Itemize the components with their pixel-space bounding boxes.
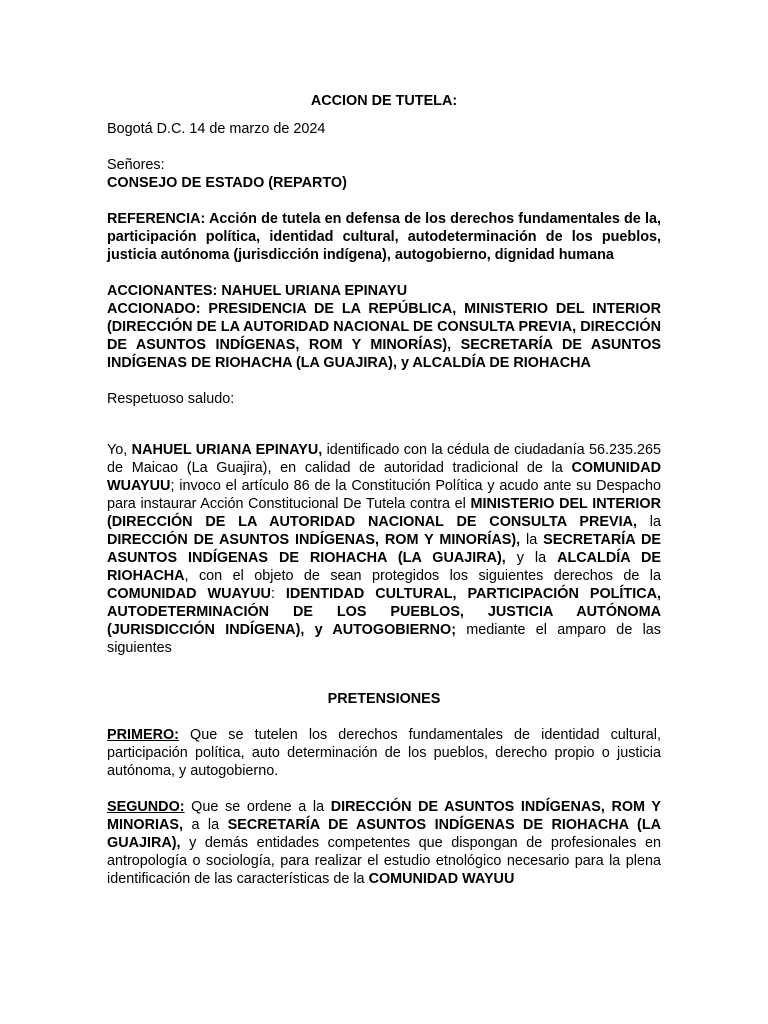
place-date: Bogotá D.C. 14 de marzo de 2024 <box>107 121 326 137</box>
greeting: Respetuoso saludo: <box>107 391 235 407</box>
primero-label: PRIMERO: <box>107 727 179 743</box>
main-body-paragraph: Yo, NAHUEL URIANA EPINAYU, identificado con la cédula de ciudadanía 56.235.265 de Maicao (La Guajira), en calidad de autoridad tradicional de la COMUNIDAD WUAYUU; invoco el artículo 86 de la Constitución Política y acudo ante su Despacho para instaurar Acción Constitucional De Tutela contra el MINISTERIO DEL INTERIOR (DIRECCIÓN DE LA AUTORIDAD NACIONAL DE CONSULTA PREVIA, la DIRECCIÓN DE ASUNTOS INDÍGENAS, ROM Y MINORÍAS), la SECRETARÍA DE ASUNTOS INDÍGENAS DE RIOHACHA (LA GUAJIRA), y la ALCALDÍA DE RIOHACHA, con el objeto de sean protegidos los siguientes derechos de la COMUNIDAD WUAYUU: IDENTIDAD CULTURAL, PARTICIPACIÓN POLÍTICA, AUTODETERMINACIÓN DE LOS PUEBLOS, JUSTICIA AUTÓNOMA (JURISDICCIÓN INDÍGENA), y AUTOGOBIERNO; mediante el amparo de las siguientes <box>107 442 662 656</box>
document-body <box>107 92 661 888</box>
accionantes-line: ACCIONANTES: NAHUEL URIANA EPINAYU <box>107 283 408 299</box>
addressee: CONSEJO DE ESTADO (REPARTO) <box>107 175 347 191</box>
segundo-label: SEGUNDO: <box>107 799 185 815</box>
primero-paragraph: PRIMERO: Que se tutelen los derechos fundamentales de identidad cultural, participación política, auto determinación de los pueblos, derecho propio o justicia autónoma, y autogobierno. <box>107 727 661 779</box>
segundo-paragraph: SEGUNDO: Que se ordene a la DIRECCIÓN DE ASUNTOS INDÍGENAS, ROM Y MINORIAS, a la SECRETARÍA DE ASUNTOS INDÍGENAS DE RIOHACHA (LA GUAJIRA), y demás entidades competentes que dispongan de profesionales en antropología o sociología, para realizar el estudio etnológico necesario para la plena identificación de las características de la COMUNIDAD WAYUU <box>107 799 662 887</box>
pretensiones-heading: PRETENSIONES <box>327 691 441 707</box>
accionado-paragraph: ACCIONADO: PRESIDENCIA DE LA REPÚBLICA, MINISTERIO DEL INTERIOR (DIRECCIÓN DE LA AUTORIDAD NACIONAL DE CONSULTA PREVIA, DIRECCIÓN DE ASUNTOS INDÍGENAS, ROM Y MINORÍAS), SECRETARÍA DE ASUNTOS INDÍGENAS DE RIOHACHA (LA GUAJIRA), y ALCALDÍA DE RIOHACHA <box>107 301 661 371</box>
salutation: Señores: <box>107 157 165 173</box>
document-title: ACCION DE TUTELA: <box>310 93 458 109</box>
reference-paragraph: REFERENCIA: Acción de tutela en defensa de los derechos fundamentales de la, participación política, identidad cultural, autodeterminación de los pueblos, justicia autónoma (jurisdicción indígena), autogobierno, dignidad humana <box>107 211 661 263</box>
